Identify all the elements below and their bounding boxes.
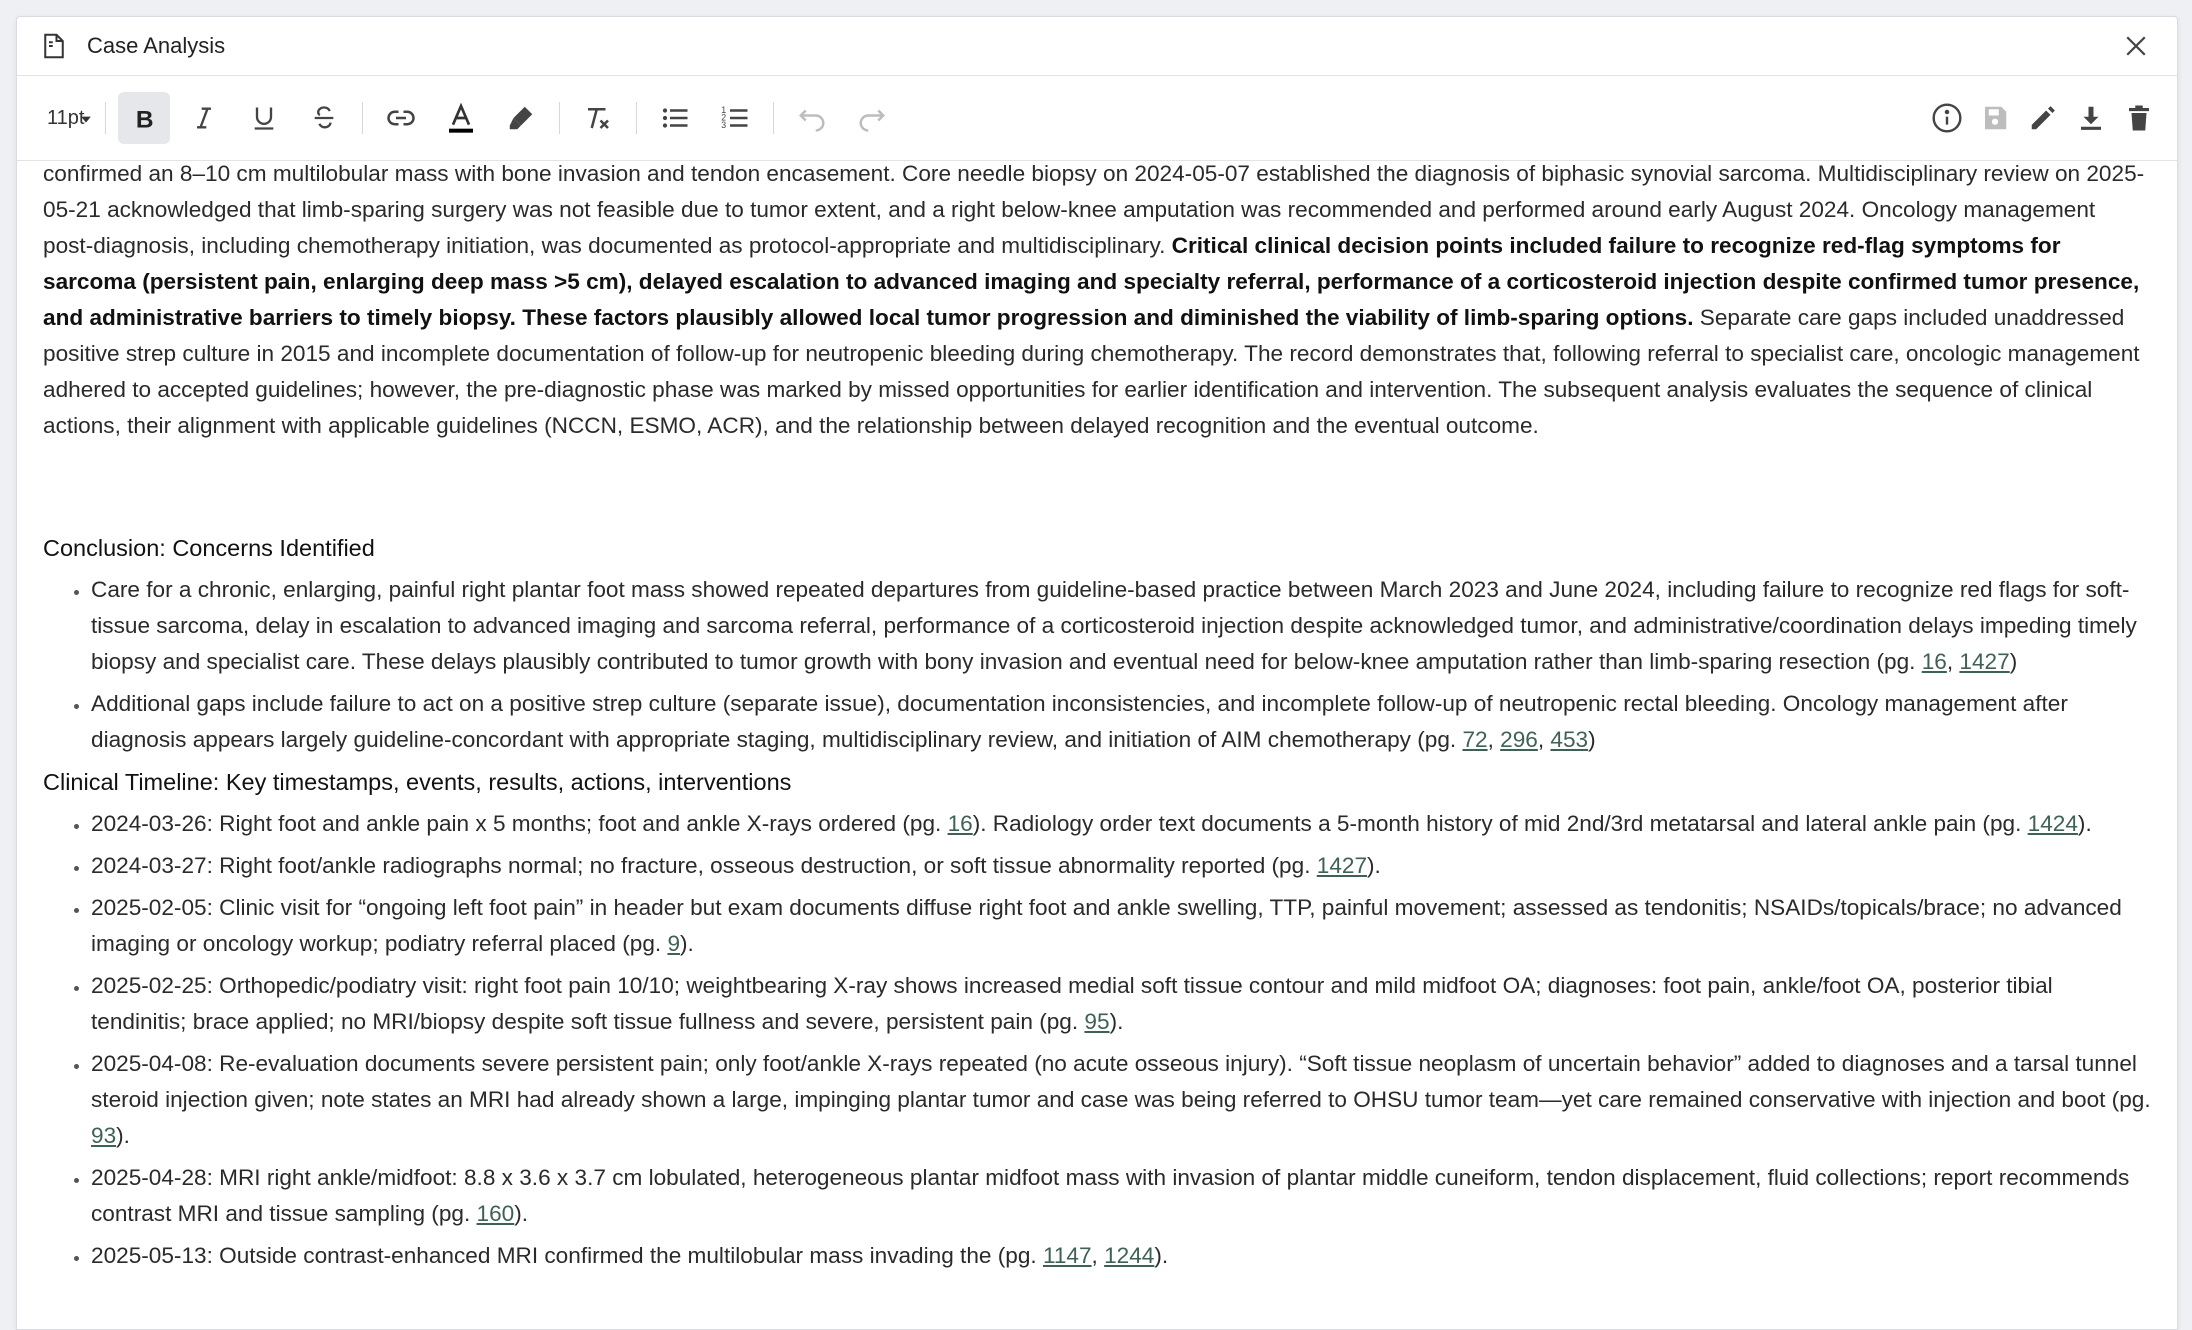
list-item-end: ). <box>2077 811 2092 836</box>
bold-button[interactable] <box>118 92 170 144</box>
case-analysis-window <box>16 16 2178 1330</box>
list-item <box>91 1046 2151 1154</box>
toolbar-divider <box>636 102 637 134</box>
page-link[interactable]: 9 <box>667 931 681 956</box>
svg-text:1: 1 <box>721 105 727 115</box>
list-item-end: ) <box>1588 727 1596 752</box>
info-button[interactable] <box>1923 92 1971 144</box>
download-button[interactable] <box>2067 92 2115 144</box>
list-item <box>91 848 2151 884</box>
page-link[interactable]: 95 <box>1084 1009 1110 1034</box>
list-item-text: 2025-02-05: Clinic visit for “ongoing left foot pain” in header but exam documents diffuse right foot and ankle swelling, TTP, painful movement; assessed as tendonitis; NSAIDs/topicals/brace; no advanced imaging or oncology workup; podiatry referral placed (pg. <box>91 895 2122 956</box>
list-item <box>91 806 2151 842</box>
page-link[interactable]: 72 <box>1462 727 1488 752</box>
list-item-text: Care for a chronic, enlarging, painful right plantar foot mass showed repeated departures from guideline-based practice between March 2023 and June 2024, including failure to recognize red flags for soft-tissue sarcoma, delay in escalation to advanced imaging and sarcoma referral, performance of a corticosteroid injection despite acknowledged tumor, and administrative/coordination delays impeding timely biopsy and specialist care. These delays plausibly contributed to tumor growth with bony invasion and eventual need for below-knee amputation rather than limb-sparing resection (pg. <box>91 577 2137 674</box>
list-item-text: 2025-04-28: MRI right ankle/midfoot: 8.8 x 3.6 x 3.7 cm lobulated, heterogeneous plantar midfoot mass with invasion of plantar middle cuneiform, tendon displacement, fluid collections; report recommends contrast MRI and tissue sampling (pg. <box>91 1165 2130 1226</box>
highlight-button[interactable] <box>495 92 547 144</box>
list-item-text: , <box>1091 1243 1105 1268</box>
list-item-text: 2025-02-25: Orthopedic/podiatry visit: right foot pain 10/10; weightbearing X-ray shows increased medial soft tissue contour and mild midfoot OA; diagnoses: foot pain, ankle/foot OA, posterior tibial tendinitis; brace applied; no MRI/biopsy despite soft tissue fullness and severe, persistent pain (pg. <box>91 973 2053 1034</box>
close-icon[interactable] <box>2121 31 2151 61</box>
list-item: • Care for a chronic, enlarging, painful right plantar foot mass showed repeated departures from guideline-based practice between March 2023 and June 2024, including failure to recognize red flags for soft-tissue sarcoma, delay in escalation to advanced imaging and sarcoma referral, performance of a corticosteroid injection despite acknowledged tumor, and administrative/coordination delays impeding timely biopsy and specialist care. These delays plausibly contributed to tumor growth with bony invasion and eventual need for below-knee amputation rather than limb-sparing resection (pg. 16, 1427) <box>91 572 2151 680</box>
download-icon <box>2076 103 2106 133</box>
bullet-list-icon <box>659 103 691 133</box>
list-item-text: 2024-03-26: Right foot and ankle pain x 5 months; foot and ankle X-rays ordered (pg. <box>91 811 948 836</box>
text-color-button[interactable] <box>435 92 487 144</box>
bold-icon <box>130 104 158 132</box>
highlighter-icon <box>506 103 536 133</box>
list-item-end: ). <box>1109 1009 1124 1034</box>
page-link[interactable]: 1244 <box>1104 1243 1155 1268</box>
pencil-icon <box>2028 103 2058 133</box>
intro-bold-text: Critical clinical decision points included failure to recognize red-flag symptoms for sarcoma (persistent pain, enlarging deep mass >5 cm), delayed escalation to advanced imaging and specialty referral, performance of a corticosteroid injection despite confirmed tumor presence, and administrative barriers to timely biopsy. These factors plausibly allowed local tumor progression and diminished the viability of limb-sparing options. <box>43 233 2140 330</box>
blank-line <box>43 448 2151 520</box>
link-button[interactable] <box>375 92 427 144</box>
edit-button[interactable] <box>2019 92 2067 144</box>
window-title: Case Analysis <box>87 33 226 58</box>
conclusion-heading: Conclusion: Concerns Identified <box>43 535 375 561</box>
link-icon <box>386 103 416 133</box>
list-item <box>91 1160 2151 1232</box>
list-item: • Additional gaps include failure to act on a positive strep culture (separate issue), documentation inconsistencies, and incomplete follow-up of neutropenic rectal bleeding. Oncology management after diagnosis appears largely guideline-concordant with appropriate staging, multidisciplinary review, and initiation of AIM chemotherapy (pg. 72, 296, 453) <box>91 686 2151 758</box>
underline-icon <box>250 104 278 132</box>
trash-icon <box>2124 103 2154 133</box>
list-item-end: ). <box>1367 853 1381 878</box>
toolbar-divider <box>362 102 363 134</box>
save-icon <box>1980 103 2010 133</box>
list-item <box>91 1238 2151 1274</box>
list-item-end: ). <box>514 1201 529 1226</box>
page-link[interactable]: 16 <box>947 811 973 836</box>
list-item-text: 2025-05-13: Outside contrast-enhanced MRI confirmed the multilobular mass invading the (pg. <box>91 1243 1043 1268</box>
list-item-text: 2025-04-08: Re-evaluation documents severe persistent pain; only foot/ankle X-rays repeated (no acute osseous injury). “Soft tissue neoplasm of uncertain behavior” added to diagnoses and a tarsal tunnel steroid injection given; note states an MRI had already shown a large, impinging plantar tumor and case was being referred to OHSU tumor team—yet care remained conservative with injection and boot (pg. <box>91 1051 2151 1112</box>
delete-button[interactable] <box>2115 92 2163 144</box>
toolbar-divider <box>105 102 106 134</box>
page-link[interactable]: 93 <box>91 1123 117 1148</box>
italic-icon <box>190 104 218 132</box>
list-item-text: ). Radiology order text documents a 5-month history of mid 2nd/3rd metatarsal and lateral ankle pain (pg. <box>972 811 2028 836</box>
list-item <box>91 968 2151 1040</box>
underline-button[interactable] <box>238 92 290 144</box>
page-link[interactable]: 1424 <box>2027 811 2078 836</box>
redo-button[interactable] <box>846 92 898 144</box>
info-icon <box>1931 102 1963 134</box>
undo-button[interactable] <box>786 92 838 144</box>
clear-format-button[interactable] <box>572 92 624 144</box>
title-bar <box>17 17 2177 76</box>
undo-icon <box>796 103 828 133</box>
numbered-list-icon <box>719 103 751 133</box>
italic-button[interactable] <box>178 92 230 144</box>
list-item-text: Additional gaps include failure to act on a positive strep culture (separate issue), documentation inconsistencies, and incomplete follow-up of neutropenic rectal bleeding. Oncology management after diagnosis appears largely guideline-concordant with appropriate staging, multidisciplinary review, and initiation of AIM chemotherapy (pg. <box>91 691 2068 752</box>
conclusion-list <box>43 572 2151 758</box>
document-body[interactable] <box>17 160 2177 1329</box>
svg-text:B: B <box>135 106 154 132</box>
list-item-text: 2024-03-27: Right foot/ankle radiographs normal; no fracture, osseous destruction, or soft tissue abnormality reported (pg. <box>91 853 1317 878</box>
toolbar-actions <box>1923 92 2163 144</box>
svg-text:3: 3 <box>721 120 727 130</box>
page-link[interactable]: 296 <box>1500 727 1538 752</box>
svg-text:2: 2 <box>721 112 727 123</box>
page-link[interactable]: 160 <box>476 1201 515 1226</box>
bullet-list-button[interactable] <box>649 92 701 144</box>
list-item-end: ). <box>116 1123 130 1148</box>
list-item-end: ). <box>680 931 694 956</box>
document-icon <box>39 31 69 61</box>
editor-toolbar <box>17 76 2177 161</box>
page-link[interactable]: 16 <box>1921 649 1947 674</box>
toolbar-divider <box>559 102 560 134</box>
intro-paragraph <box>43 160 2151 444</box>
timeline-list <box>43 806 2151 1274</box>
page-link[interactable]: 1427 <box>1959 649 2010 674</box>
chevron-down-icon <box>80 113 92 125</box>
list-item <box>91 890 2151 962</box>
intro-text-1: confirmed an 8–10 cm multilobular mass with bone invasion and tendon encasement. Core needle biopsy on 2024-05-07 established the diagnosis of biphasic synovial sarcoma. Multidisciplinary review on 2025-05-21 acknowledged that limb-sparing surgery was not feasible due to tumor extent, and a right below-knee amputation was recommended and performed around early August 2024. Oncology management post-diagnosis, including chemotherapy initiation, was documented as protocol-appropriate and multidisciplinary. <box>43 161 2145 258</box>
page-link[interactable]: 1147 <box>1042 1243 1092 1268</box>
font-size-value: 11pt <box>47 106 85 129</box>
save-button[interactable] <box>1971 92 2019 144</box>
toolbar-divider <box>773 102 774 134</box>
page-link[interactable]: 1427 <box>1316 853 1368 878</box>
page-link[interactable]: 453 <box>1550 727 1589 752</box>
strikethrough-icon <box>310 104 338 132</box>
numbered-list-button[interactable] <box>709 92 761 144</box>
text-color-icon <box>445 102 477 134</box>
intro-text-2: Separate care gaps included unaddressed positive strep culture in 2015 and incomplete documentation of follow-up for neutropenic bleeding during chemotherapy. The record demonstrates that, following referral to specialist care, oncologic management adhered to accepted guidelines; however, the pre-diagnostic phase was marked by missed opportunities for earlier identification and intervention. The subsequent analysis evaluates the sequence of clinical actions, their alignment with applicable guidelines (NCCN, ESMO, ACR), and the relationship between delayed recognition and the eventual outcome. <box>43 305 2140 438</box>
list-item-end: ) <box>2009 649 2018 674</box>
timeline-heading: Clinical Timeline: Key timestamps, events, results, actions, interventions <box>43 769 792 795</box>
redo-icon <box>856 103 888 133</box>
list-item-end: ). <box>1154 1243 1169 1268</box>
clear-format-icon <box>583 103 613 133</box>
strikethrough-button[interactable] <box>298 92 350 144</box>
font-size-select[interactable] <box>33 92 95 144</box>
